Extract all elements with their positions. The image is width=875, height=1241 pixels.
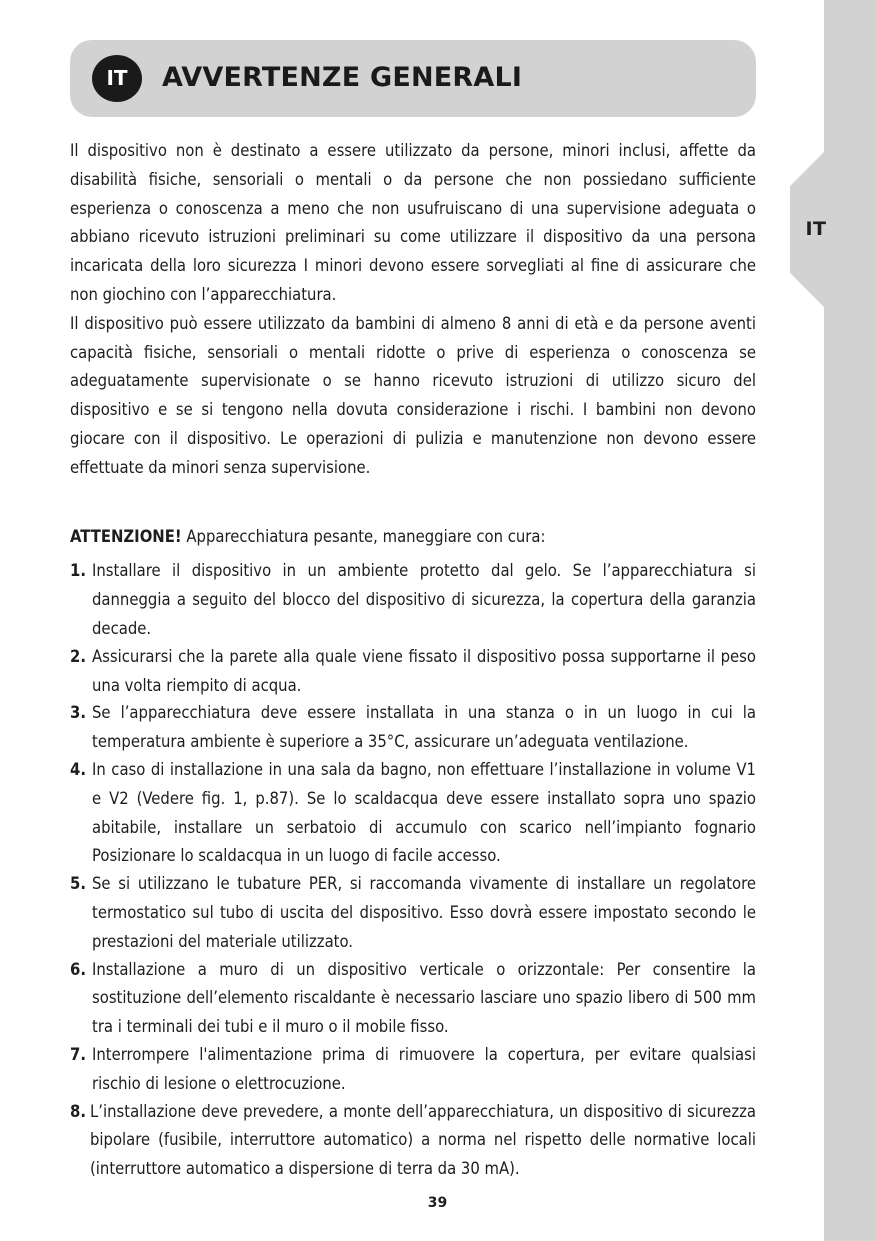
list-item (70, 1098, 756, 1184)
list-item-number: 6. (70, 959, 86, 979)
instruction-list (70, 557, 756, 1184)
page-number: 39 (427, 1195, 448, 1211)
list-item (70, 870, 756, 956)
list-item-text: In caso di installazione in una sala da bagno, non effettuare l’installazione in volume V1 e V2 (Vedere fig. 1, p.87). Se lo scaldacqua deve essere installato sopra uno spazio abitabile, installare un serbatoio di accumulo con scarico nell’impianto fognario Posizionare lo scaldacqua in un luogo di facile accesso. (92, 759, 756, 866)
list-item (70, 756, 756, 871)
list-item-text: Se si utilizzano le tubature PER, si raccomanda vivamente di installare un regolatore termostatico sul tubo di uscita del dispositivo. Esso dovrà essere impostato secondo le prestazioni del materiale utilizzato. (92, 874, 756, 951)
list-item-number: 5. (70, 874, 86, 894)
language-badge: IT (92, 55, 142, 102)
paragraph-2: Il dispositivo può essere utilizzato da bambini di almeno 8 anni di età e da persone aventi capacità fisiche, sensoriali o mentali ridotte o prive di esperienza o conoscenza se adeguatamente supervisionate o se hanno ricevuto istruzioni di utilizzo sicuro del dispositivo e se si tengono nella dovuta considerazione i rischi. I bambini non devono giocare con il dispositivo. Le operazioni di pulizia e manutenzione non devono essere effettuate da minori senza supervisione. (70, 313, 756, 477)
list-item-text: Installare il dispositivo in un ambiente protetto dal gelo. Se l’apparecchiatura si danneggia a seguito del blocco del dispositivo di sicurezza, la copertura della garanzia decade. (92, 561, 756, 638)
list-item-text: Interrompere l'alimentazione prima di rimuovere la copertura, per evitare qualsiasi rischio di lesione o elettrocuzione. (92, 1044, 756, 1093)
list-item-text: Se l’apparecchiatura deve essere installata in una stanza o in un luogo in cui la temperatura ambiente è superiore a 35°C, assicurare un’adeguata ventilazione. (92, 703, 756, 752)
page-title: AVVERTENZE GENERALI (162, 62, 523, 93)
language-tab-label: IT (805, 218, 827, 240)
list-item (70, 1041, 756, 1099)
paragraph-1: Il dispositivo non è destinato a essere utilizzato da persone, minori inclusi, affette da disabilità fisiche, sensoriali o mentali o da persone che non possiedano sufficiente esperienza o conoscenza a meno che non usufruiscano di una supervisione adeguata o abbiano ricevuto istruzioni preliminari su come utilizzare il dispositivo da una persona incaricata della loro sicurezza I minori devono essere sorvegliati al fine di assicurare che non giochino con l’apparecchiatura. (70, 141, 756, 304)
list-item-text: L’installazione deve prevedere, a monte dell’apparecchiatura, un dispositivo di sicurezza bipolare (fusibile, interruttore automatico) a norma nel rispetto delle normative locali (interruttore automatico a dispersione di terra da 30 mA). (90, 1101, 756, 1179)
warning-line (70, 523, 756, 552)
list-item-number: 3. (70, 703, 86, 723)
list-item (70, 956, 756, 1042)
document-body (70, 137, 756, 1183)
warning-text: Apparecchiatura pesante, maneggiare con cura: (181, 526, 546, 546)
list-item (70, 699, 756, 757)
list-item-text: Installazione a muro di un dispositivo verticale o orizzontale: Per consentire la sostituzione dell’elemento riscaldante è necessario lasciare uno spazio libero di 500 mm tra i terminali dei tubi e il muro o il mobile fisso. (92, 959, 756, 1037)
warning-label: ATTENZIONE! (70, 526, 182, 546)
list-item (70, 643, 756, 701)
list-item-number: 4. (70, 759, 86, 779)
list-item (70, 557, 756, 643)
section-header (70, 40, 756, 117)
list-item-text: Assicurarsi che la parete alla quale viene fissato il dispositivo possa supportarne il peso una volta riempito di acqua. (92, 646, 756, 695)
list-item-number: 1. (70, 561, 86, 581)
list-item-number: 8. (70, 1101, 86, 1121)
list-item-number: 7. (70, 1044, 86, 1064)
list-item-number: 2. (70, 646, 86, 666)
